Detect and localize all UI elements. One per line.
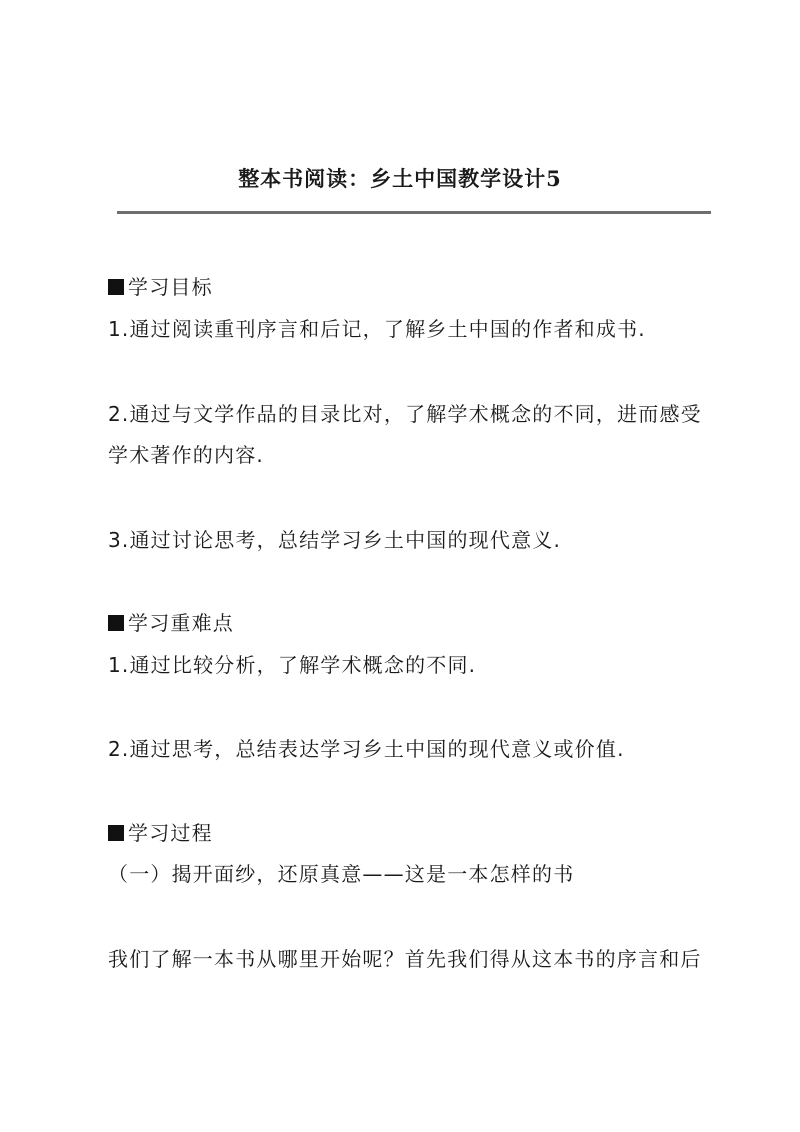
square-bullet-icon [108,279,124,295]
process-paragraph-line-1: 我们了解一本书从哪里开始呢？首先我们得从这本书的序言和后 [108,947,702,971]
key-point-item-2: 2.通过思考，总结表达学习乡土中国的现代意义或价值. [108,737,625,761]
key-point-item-1: 1.通过比较分析，了解学术概念的不同. [108,653,477,677]
square-bullet-icon [108,825,124,841]
goal-item-3: 3.通过讨论思考，总结学习乡土中国的现代意义. [108,528,562,552]
process-subheading: （一）揭开面纱，还原真意——这是一本怎样的书 [108,862,575,886]
title-divider [117,211,711,214]
section-heading-goals [108,273,213,301]
section-heading-process [108,819,213,847]
section-heading-key-points [108,609,234,637]
section-heading-text: 学习过程 [128,821,213,845]
section-heading-text: 学习目标 [128,275,213,299]
section-heading-text: 学习重难点 [128,611,234,635]
square-bullet-icon [108,615,124,631]
goal-item-2-line-2: 学术著作的内容. [108,443,264,467]
goal-item-2-line-1: 2.通过与文学作品的目录比对，了解学术概念的不同，进而感受 [108,402,702,426]
goal-item-1: 1.通过阅读重刊序言和后记，了解乡土中国的作者和成书. [108,317,646,341]
document-title: 整本书阅读：乡土中国教学设计5 [238,166,562,191]
